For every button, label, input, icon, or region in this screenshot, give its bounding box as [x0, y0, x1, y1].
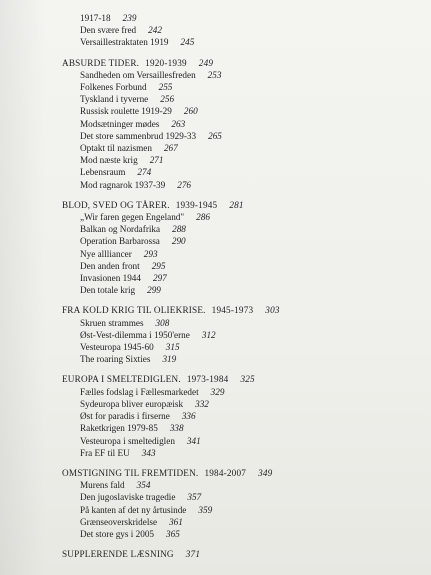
page-number: 357 — [187, 492, 202, 503]
page-number: 253 — [207, 69, 222, 80]
page-number: 281 — [229, 199, 244, 210]
page-number: 349 — [258, 467, 273, 478]
page-number: 274 — [137, 167, 152, 178]
toc-entry[interactable]: Tyskland i tyverne 256 — [80, 94, 175, 105]
toc-section — [62, 12, 417, 49]
toc-entry[interactable]: Det store gys i 2005 365 — [80, 528, 180, 539]
toc-entry[interactable]: Sydeuropa bliver europæisk 332 — [80, 398, 209, 409]
page-number: 332 — [195, 398, 209, 409]
page-number: 329 — [210, 386, 225, 397]
table-of-contents — [62, 12, 417, 568]
page-number: 312 — [201, 329, 216, 340]
toc-section — [62, 373, 417, 458]
toc-entry[interactable]: Mod ragnarok 1937-39 276 — [80, 179, 192, 190]
page-number: 336 — [181, 411, 196, 422]
toc-entry[interactable]: Murens fald 354 — [80, 480, 151, 491]
section-heading[interactable]: BLOD, SVED OG TÅRER. 1939-1945 281 — [62, 199, 244, 210]
section-heading[interactable]: FRA KOLD KRIG TIL OLIEKRISE. 1945-1973 303 — [62, 305, 280, 316]
page-number: 239 — [122, 13, 137, 23]
section-heading[interactable]: EUROPA I SMELTEDIGLEN. 1973-1984 325 — [62, 374, 255, 385]
toc-entry[interactable]: Den svære fred 242 — [80, 25, 162, 36]
page-number: 256 — [160, 94, 175, 105]
toc-entry[interactable]: Mod næste krig 271 — [80, 155, 164, 166]
toc-entry[interactable]: Invasionen 1944 297 — [80, 273, 167, 284]
page-number: 255 — [158, 82, 173, 93]
page-number: 308 — [155, 317, 170, 328]
page-number: 295 — [151, 260, 166, 271]
toc-entry[interactable]: Øst-Vest-dilemma i 1950'erne 312 — [80, 329, 216, 340]
page-number: 325 — [240, 374, 255, 385]
page-number: 263 — [171, 118, 186, 129]
toc-entry[interactable]: Vesteuropa i smeltediglen 341 — [80, 435, 201, 446]
toc-entry[interactable]: Den totale krig 299 — [80, 285, 161, 296]
toc-entry[interactable]: Sandheden om Versaillesfreden 253 — [80, 69, 222, 80]
toc-entry[interactable]: The roaring Sixties 319 — [80, 354, 177, 365]
page-gutter-shadow — [0, 0, 46, 575]
page-number: 341 — [186, 435, 201, 446]
section-heading[interactable]: ABSURDE TIDER. 1920-1939 249 — [62, 57, 214, 68]
page-number: 286 — [196, 212, 210, 223]
toc-entry[interactable]: Den jugoslaviske tragedie 357 — [80, 492, 202, 503]
page-number: 319 — [162, 354, 177, 365]
toc-section — [62, 57, 417, 191]
toc-entry[interactable]: Grænseoverskridelse 361 — [80, 516, 183, 527]
section-heading[interactable]: OMSTIGNING TIL FREMTIDEN. 1984-2007 349 — [62, 467, 273, 478]
page-number: 338 — [169, 423, 184, 434]
toc-entry[interactable]: Nye allliancer 293 — [80, 248, 158, 259]
page-number: 276 — [177, 179, 192, 190]
toc-entry[interactable]: Operation Barbarossa 290 — [80, 236, 186, 247]
section-heading[interactable]: SUPPLERENDE LÆSNING 371 — [62, 549, 201, 560]
toc-section — [62, 304, 417, 365]
page-number: 315 — [165, 342, 180, 353]
toc-entry[interactable]: Versaillestraktaten 1919 245 — [80, 37, 195, 48]
toc-entry[interactable]: „Wir faren gegen Engeland" 286 — [80, 212, 210, 223]
toc-entry[interactable]: Russisk roulette 1919-29 260 — [80, 106, 198, 117]
toc-entry[interactable]: Fra EF til EU 343 — [80, 447, 156, 458]
toc-entry[interactable]: Den anden front 295 — [80, 260, 166, 271]
toc-section — [62, 548, 417, 560]
page-number: 343 — [141, 447, 156, 458]
page-number: 365 — [166, 528, 180, 539]
page-number: 299 — [147, 285, 161, 296]
toc-entry[interactable]: Raketkrigen 1979-85 338 — [80, 423, 184, 434]
page-number: 371 — [185, 549, 201, 560]
toc-entry[interactable]: Fælles fodslag i Fællesmarkedet 329 — [80, 386, 225, 397]
toc-entry[interactable]: Folkenes Forbund 255 — [80, 82, 173, 93]
page-number: 245 — [180, 37, 195, 48]
page-number: 267 — [163, 143, 178, 154]
page-number: 297 — [152, 273, 167, 284]
toc-section — [62, 467, 417, 540]
page-number: 290 — [171, 236, 186, 247]
toc-entry[interactable]: Skruen strammes 308 — [80, 317, 170, 328]
page-number: 242 — [148, 25, 162, 36]
toc-entry[interactable]: Vesteuropa 1945-60 315 — [80, 342, 180, 353]
page-number: 293 — [143, 248, 158, 259]
page-number: 361 — [169, 516, 183, 527]
toc-entry[interactable]: Optakt til nazismen 267 — [80, 143, 178, 154]
toc-section — [62, 199, 417, 297]
toc-entry[interactable]: På kanten af det ny årtusinde 359 — [80, 504, 213, 515]
page-number: 354 — [136, 480, 151, 491]
toc-entry[interactable]: Det store sammenbrud 1929-33 265 — [80, 130, 222, 141]
toc-entry[interactable]: 1917-18 239 — [80, 13, 137, 23]
page-number: 260 — [183, 106, 198, 117]
toc-entry[interactable]: Balkan og Nordafrika 288 — [80, 224, 186, 235]
toc-entry[interactable]: Modsætninger mødes 263 — [80, 118, 186, 129]
page-number: 288 — [172, 224, 186, 235]
page-number: 303 — [265, 305, 280, 316]
page-number: 359 — [198, 504, 213, 515]
toc-entry[interactable]: Lebensraum 274 — [80, 167, 152, 178]
page-number: 265 — [208, 130, 222, 141]
toc-entry[interactable]: Øst for paradis i firserne 336 — [80, 411, 196, 422]
page-number: 271 — [149, 155, 164, 166]
page-number: 249 — [198, 57, 214, 68]
